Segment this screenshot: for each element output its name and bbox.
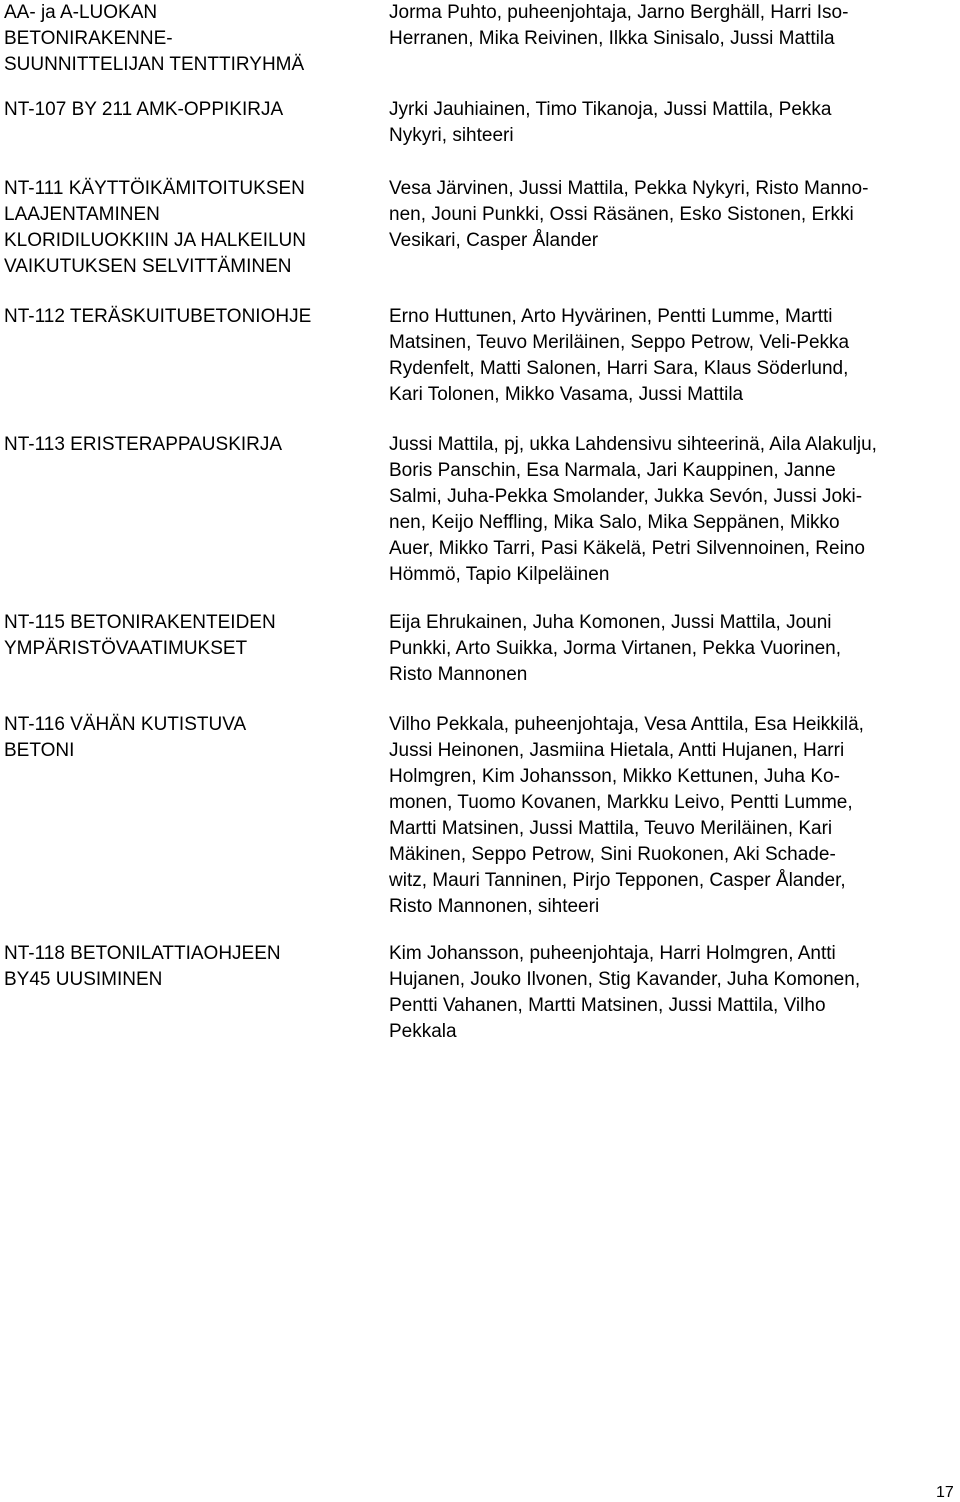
committee-members: Jussi Mattila, pj, ukka Lahdensivu sihteerinä, Aila Alakulju, Boris Panschin, Esa Narmala, Jari Kauppinen, Janne Salmi, Juha-Pekka Smolander, Jukka Sevón, Jussi Joki- nen, Keijo Neffling, Mika Salo, Mika Seppänen, Mikko Auer, Mikko Tarri, Pasi Käkelä, Petri Silvennoinen, Reino Hömmö, Tapio Kilpeläinen — [389, 434, 877, 585]
page-number: 17 — [936, 1484, 954, 1501]
committee-name: NT-113 ERISTERAPPAUSKIRJA — [4, 434, 283, 455]
committee-members: Vesa Järvinen, Jussi Mattila, Pekka Nykyri, Risto Manno- nen, Jouni Punkki, Ossi Räsänen, Esko Sistonen, Erkki Vesikari, Casper Ålander — [389, 178, 869, 251]
committee-members: Jorma Puhto, puheenjohtaja, Jarno Berghäll, Harri Iso- Herranen, Mika Reivinen, Ilkka Sinisalo, Jussi Mattila — [389, 2, 849, 49]
committee-name: NT-112 TERÄSKUITUBETONIOHJE — [4, 306, 312, 327]
committee-name: NT-115 BETONIRAKENTEIDEN YMPÄRISTÖVAATIMUKSET — [4, 612, 276, 659]
committee-members: Eija Ehrukainen, Juha Komonen, Jussi Mattila, Jouni Punkki, Arto Suikka, Jorma Virtanen, Pekka Vuorinen, Risto Mannonen — [389, 612, 842, 685]
committee-name: NT-118 BETONILATTIAOHJEEN BY45 UUSIMINEN — [4, 943, 281, 990]
committee-members: Jyrki Jauhiainen, Timo Tikanoja, Jussi Mattila, Pekka Nykyri, sihteeri — [389, 99, 832, 146]
committee-members: Vilho Pekkala, puheenjohtaja, Vesa Anttila, Esa Heikkilä, Jussi Heinonen, Jasmiina Hietala, Antti Hujanen, Harri Holmgren, Kim Johansson, Mikko Kettunen, Juha Ko- monen, Tuomo Kovanen, Markku Leivo, Pentti Lumme, Martti Matsinen, Jussi Mattila, Teuvo Meriläinen, Kari Mäkinen, Seppo Petrow, Sini Ruokonen, Aki Schade- witz, Mauri Tanninen, Pirjo Tepponen, Casper Ålander, Risto Mannonen, sihteeri — [389, 714, 864, 917]
committee-name: NT-116 VÄHÄN KUTISTUVA BETONI — [4, 714, 247, 761]
committee-name: NT-107 BY 211 AMK-OPPIKIRJA — [4, 99, 284, 120]
committee-name: NT-111 KÄYTTÖIKÄMITOITUKSEN LAAJENTAMINEN KLORIDILUOKKIIN JA HALKEILUN VAIKUTUKSEN SELVITTÄMINEN — [4, 178, 306, 277]
committee-name: AA- ja A-LUOKAN BETONIRAKENNE- SUUNNITTELIJAN TENTTIRYHMÄ — [4, 2, 305, 75]
committee-members: Kim Johansson, puheenjohtaja, Harri Holmgren, Antti Hujanen, Jouko Ilvonen, Stig Kavander, Juha Komonen, Pentti Vahanen, Martti Matsinen, Jussi Mattila, Vilho Pekkala — [389, 943, 861, 1042]
committee-members: Erno Huttunen, Arto Hyvärinen, Pentti Lumme, Martti Matsinen, Teuvo Meriläinen, Seppo Petrow, Veli-Pekka Rydenfelt, Matti Salonen, Harri Sara, Klaus Söderlund, Kari Tolonen, Mikko Vasama, Jussi Mattila — [389, 306, 850, 405]
